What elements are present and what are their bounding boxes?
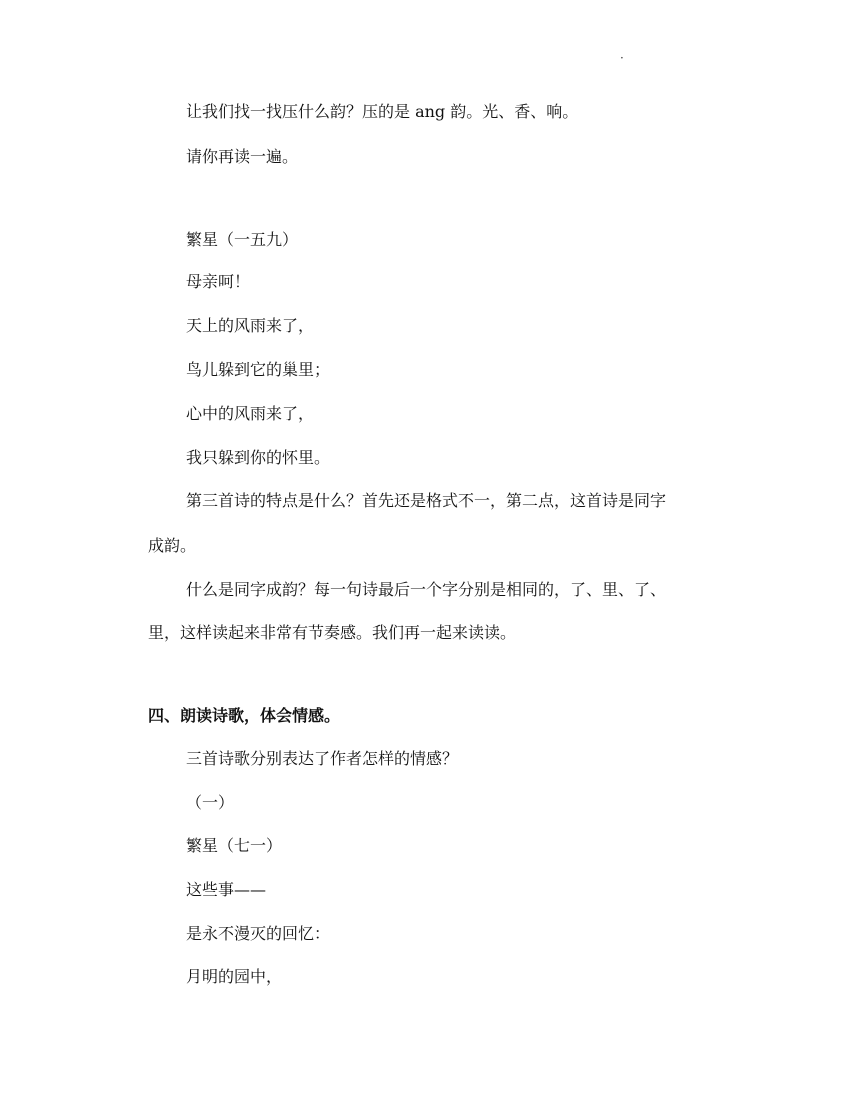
analysis-paragraph-1-line-1: 第三首诗的特点是什么？首先还是格式不一，第二点，这首诗是同字 <box>186 491 667 510</box>
poem-line: 这些事—— <box>186 880 267 899</box>
section-heading-4: 四、朗读诗歌，体会情感。 <box>148 706 341 725</box>
poem-line: 月明的园中， <box>186 967 283 986</box>
poem-line: 心中的风雨来了， <box>186 404 315 423</box>
poem-line: 天上的风雨来了， <box>186 316 315 335</box>
poem-line: 鸟儿躲到它的巢里； <box>186 360 331 379</box>
analysis-paragraph-2-line-2: 里，这样读起来非常有节奏感。我们再一起来读读。 <box>148 623 517 642</box>
poem-title-159: 繁星（一五九） <box>186 230 299 249</box>
paragraph-read-again: 请你再读一遍。 <box>186 147 299 166</box>
header-mark: · <box>620 51 624 65</box>
poem-title-71: 繁星（七一） <box>186 836 283 855</box>
poem-line: 是永不漫灭的回忆： <box>186 924 331 943</box>
section-question: 三首诗歌分别表达了作者怎样的情感？ <box>186 749 459 768</box>
poem-line: 我只躲到你的怀里。 <box>186 448 331 467</box>
analysis-paragraph-2-line-1: 什么是同字成韵？每一句诗最后一个字分别是相同的，了、里、了、 <box>186 580 667 599</box>
paragraph-rhyme-question: 让我们找一找压什么韵？压的是 ang 韵。光、香、响。 <box>186 102 579 121</box>
item-number: （一） <box>186 793 235 812</box>
analysis-paragraph-1-line-2: 成韵。 <box>148 536 197 555</box>
poem-line: 母亲呵！ <box>186 272 251 291</box>
